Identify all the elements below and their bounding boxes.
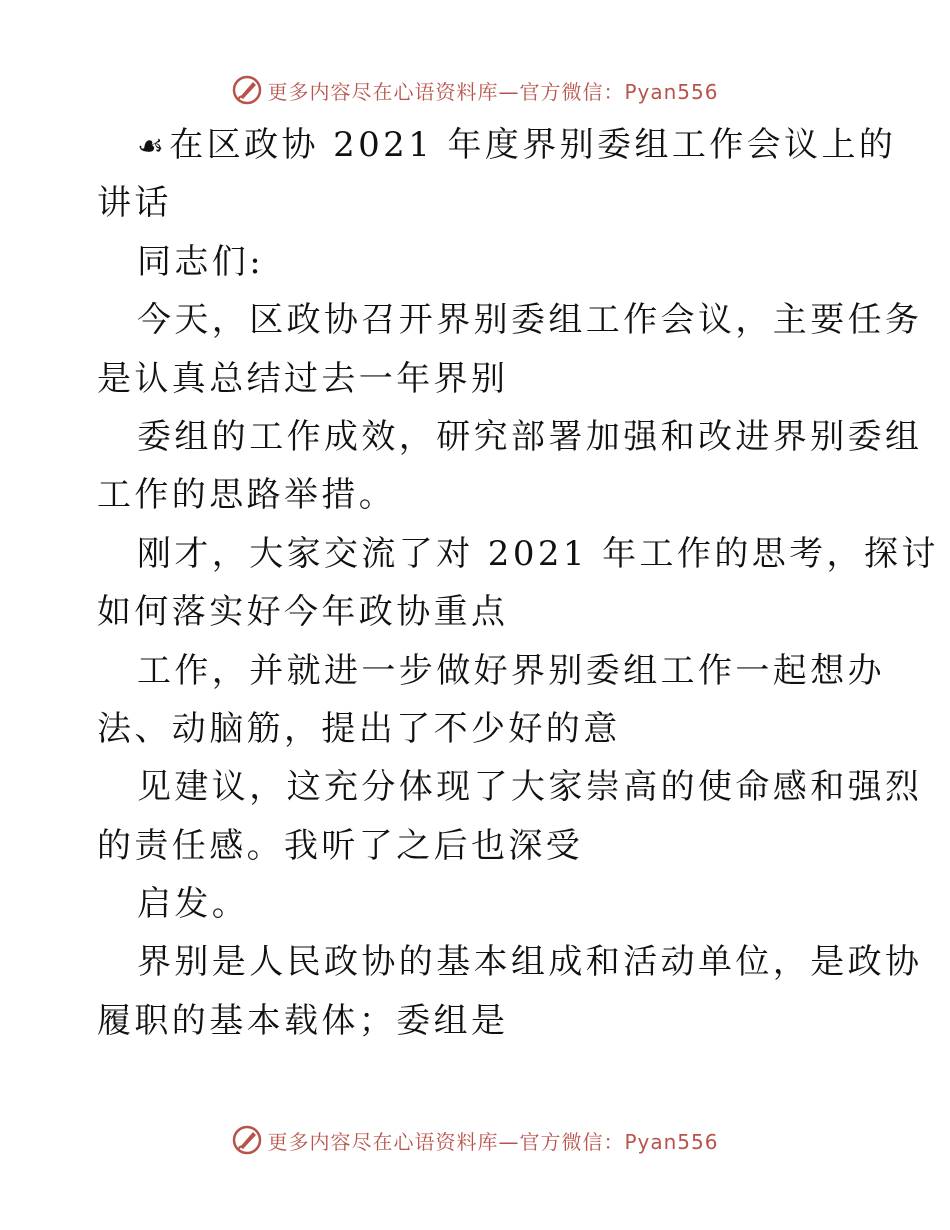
paragraph-line: 委组的工作成效，研究部署加强和改进界别委组 xyxy=(137,416,923,457)
paragraph-line: 的责任感。我听了之后也深受 xyxy=(97,825,584,866)
paragraph-line: 如何落实好今年政协重点 xyxy=(97,592,509,633)
paragraph-line: 界别是人民政协的基本组成和活动单位，是政协 xyxy=(137,942,923,983)
title-line-1 xyxy=(97,116,897,174)
paragraph-line: 法、动脑筋，提出了不少好的意 xyxy=(97,708,621,749)
footer-watermark xyxy=(0,1120,950,1160)
paragraph-line: 履职的基本载体；委组是 xyxy=(97,1000,509,1041)
document-body xyxy=(97,116,939,1050)
paragraph-line: 工作，并就进一步做好界别委组工作一起想办 xyxy=(137,650,885,691)
title-text-1: 在区政协 2021 年度界别委组工作会议上的 xyxy=(169,125,897,165)
paragraph-line: 启发。 xyxy=(137,884,250,925)
paragraph-line: 今天，区政协召开界别委组工作会议，主要任务 xyxy=(137,300,923,341)
feather-pen-logo-icon xyxy=(231,1124,263,1156)
salutation: 同志们: xyxy=(137,241,265,282)
watermark-text: 更多内容尽在心语资料库—官方微信：Pyan556 xyxy=(267,1129,719,1154)
paragraph-line: 工作的思路举措。 xyxy=(97,475,397,516)
header-watermark xyxy=(0,70,950,110)
title-line-2: 讲话 xyxy=(97,183,172,224)
paragraph-line: 是认真总结过去一年界别 xyxy=(97,358,509,399)
watermark-text: 更多内容尽在心语资料库—官方微信：Pyan556 xyxy=(267,79,719,104)
paragraph-line: 见建议，这充分体现了大家崇高的使命感和强烈 xyxy=(137,767,923,808)
paragraph-line: 刚才，大家交流了对 2021 年工作的思考，探讨 xyxy=(137,533,939,574)
fleuron-icon: ☙ xyxy=(137,129,168,164)
feather-pen-logo-icon xyxy=(231,74,263,106)
